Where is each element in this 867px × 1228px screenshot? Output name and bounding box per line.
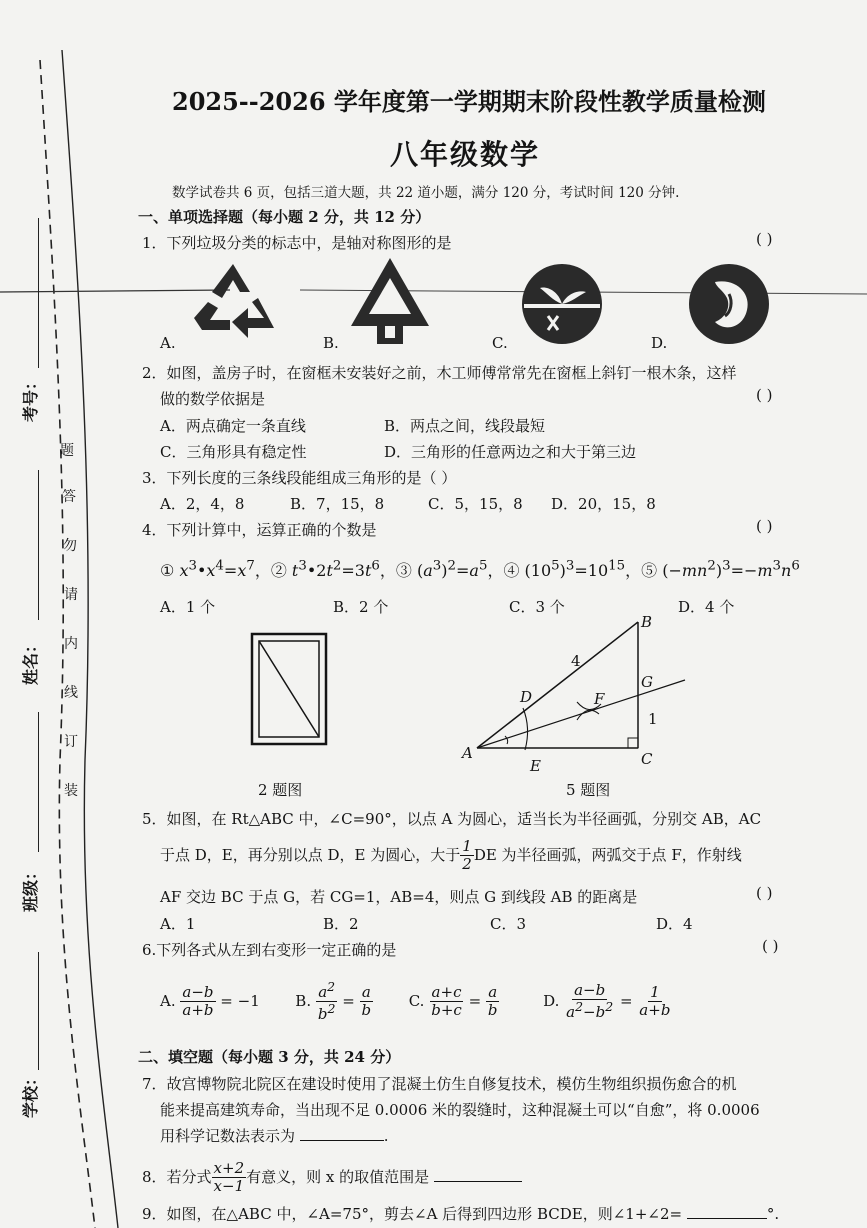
figure-2-window-frame	[250, 632, 328, 746]
circle-fruit-logo-icon	[685, 260, 773, 348]
q3-option-b[interactable]: B．7，15，8	[290, 495, 385, 513]
recycle-logo-icon	[188, 258, 278, 348]
q5-line2-pre: 于点 D，E，再分别以点 D，E 为圆心，大于	[160, 845, 461, 864]
seal-char: 勿	[63, 538, 77, 554]
q3-stem: 3．下列长度的三条线段能组成三角形的是（ ）	[142, 469, 457, 487]
label-xingming: 姓名：	[21, 636, 40, 685]
q1-option-d[interactable]: D.	[651, 334, 668, 352]
q2-stem-line2: 做的数学依据是	[160, 390, 266, 408]
seal-char: 答	[62, 489, 76, 505]
fig5-label-b: B	[641, 613, 653, 631]
q3-option-d[interactable]: D．20，15，8	[551, 495, 656, 513]
half-fraction: $\frac{1}{2}$	[462, 837, 472, 874]
binding-margin-lines	[0, 0, 140, 1228]
fig5-label-g: G	[641, 673, 653, 691]
q2-option-a[interactable]: A．两点确定一条直线	[160, 417, 306, 435]
q2-option-d[interactable]: D．三角形的任意两边之和大于第三边	[384, 443, 637, 461]
q1-option-c[interactable]: C.	[492, 334, 508, 352]
circle-plant-logo-icon	[518, 260, 606, 348]
sidebar-underline	[38, 952, 39, 1070]
q1-answer-paren[interactable]: ( )	[756, 230, 773, 248]
q8-line: 8．若分式 $\frac{x+2}{x-1}$ 有意义，则 x 的取值范围是	[142, 1160, 522, 1196]
section-title-choice: 一、单项选择题（每小题 2 分，共 12 分）	[138, 208, 431, 226]
q3-option-c[interactable]: C．5，15，8	[428, 495, 523, 513]
q2-answer-paren[interactable]: ( )	[756, 386, 773, 404]
sidebar-underline	[38, 218, 39, 368]
q5-line1: 5．如图，在 Rt△ABC 中，∠C=90°，以点 A 为圆心，适当长为半径画弧，分别交 AB，AC	[142, 810, 762, 828]
q1-option-b[interactable]: B.	[323, 334, 339, 352]
fig5-label-f: F	[594, 690, 605, 708]
q5-answer-paren[interactable]: ( )	[756, 884, 773, 902]
q7-line1: 7．故宫博物院北院区在建设时使用了混凝土仿生自修复技术，模仿生物组织损伤愈合的机	[142, 1075, 737, 1093]
exam-title: 2025--2026 学年度第一学期期末阶段性教学质量检测	[172, 87, 766, 116]
fig5-length-cg: 1	[648, 710, 658, 728]
seal-char: 线	[64, 685, 78, 701]
exam-info: 数学试卷共 6 页，包括三道大题，共 22 道小题，满分 120 分，考试时间 120 分钟.	[172, 185, 680, 201]
q4-option-d[interactable]: D．4 个	[678, 598, 735, 616]
q2-option-c[interactable]: C．三角形具有稳定性	[160, 443, 307, 461]
q8-fraction: $\frac{x+2}{x-1}$	[213, 1159, 245, 1196]
q5-line2	[160, 838, 742, 874]
seal-char: 内	[64, 636, 78, 652]
fig5-label-d: D	[520, 688, 533, 706]
figure-5-triangle	[455, 610, 695, 780]
q4-option-a[interactable]: A．1 个	[160, 598, 216, 616]
q4-option-c[interactable]: C．3 个	[509, 598, 565, 616]
q6-option-b[interactable]: B.	[295, 991, 312, 1010]
q5-option-a[interactable]: A．1	[160, 915, 196, 933]
q2-stem-line1: 2．如图，盖房子时，在窗框未安装好之前，木工师傅常常先在窗框上斜钉一根木条，这样	[142, 364, 737, 382]
q6-option-a[interactable]: A.	[160, 991, 176, 1010]
q4-stem: 4．下列计算中，运算正确的个数是	[142, 521, 377, 539]
figure-5-caption: 5 题图	[566, 781, 611, 799]
exam-subject: 八年级数学	[390, 138, 541, 171]
seal-char: 请	[64, 587, 78, 603]
q1-option-a[interactable]: A.	[160, 334, 176, 352]
fig5-label-a: A	[462, 744, 473, 762]
seal-char: 题	[60, 443, 74, 459]
seal-char: 订	[64, 734, 78, 750]
q5-line2-post: DE 为半径画弧，两弧交于点 F，作射线	[473, 845, 742, 864]
q9-answer-blank[interactable]	[687, 1218, 767, 1219]
q2-option-b[interactable]: B．两点之间，线段最短	[384, 417, 546, 435]
label-xuexiao: 学校：	[21, 1069, 40, 1118]
q8-answer-blank[interactable]	[434, 1181, 522, 1182]
q5-line3: AF 交边 BC 于点 G，若 CG=1，AB=4，则点 G 到线段 AB 的距离是	[160, 888, 638, 906]
q7-answer-blank[interactable]	[300, 1140, 384, 1141]
q6-stem: 6.下列各式从左到右变形一定正确的是	[142, 941, 397, 959]
q3-option-a[interactable]: A．2，4，8	[160, 495, 245, 513]
sidebar-underline	[38, 712, 39, 852]
q4-expressions: ① $x^3•x^4=x^7$，② $t^3•2t^2=3t^6$，③ $(a^3)^2=a^5$，④ $(10^5)^3=10^{15}$，⑤ $(-mn^2)^3=-m^3n^6$	[160, 558, 800, 580]
q4-answer-paren[interactable]: ( )	[756, 517, 773, 535]
q6-option-d[interactable]: D.	[543, 991, 560, 1010]
q7-line2: 能来提高建筑寿命，当出现不足 0.0006 米的裂缝时，这种混凝土可以“自愈”，将 0.0006	[160, 1101, 760, 1119]
label-kaohao: 考号：	[21, 373, 40, 422]
q6-options: A. $\frac{a-b}{a+b}$ = −1 B. $\frac{a^2}{b^2}$ = $\frac{a}{b}$ C. $\frac{a+c}{b+c}$ = $\frac{a}{b}$ D. $\frac{a-b}{a^2-b^2}$ = $\frac{1}{a+b}$	[160, 979, 671, 1024]
label-banji: 班级：	[21, 863, 40, 912]
sidebar-underline	[38, 470, 39, 620]
fig5-label-c: C	[641, 750, 653, 768]
q5-option-b[interactable]: B．2	[323, 915, 359, 933]
triangle-logo-icon	[345, 254, 435, 348]
q1-stem: 1．下列垃圾分类的标志中，是轴对称图形的是	[142, 234, 452, 252]
q5-option-d[interactable]: D．4	[656, 915, 693, 933]
q9-line: 9．如图，在△ABC 中，∠A=75°，剪去∠A 后得到四边形 BCDE，则∠1+∠2= °.	[142, 1205, 780, 1223]
q6-answer-paren[interactable]: ( )	[762, 937, 779, 955]
q4-option-b[interactable]: B．2 个	[333, 598, 389, 616]
q5-option-c[interactable]: C．3	[490, 915, 527, 933]
seal-char: 装	[64, 783, 78, 799]
fig5-length-ab: 4	[571, 652, 581, 670]
section-title-fill: 二、填空题（每小题 3 分，共 24 分）	[138, 1048, 401, 1066]
figure-2-caption: 2 题图	[258, 781, 303, 799]
q6-option-c[interactable]: C.	[408, 991, 425, 1010]
fig5-label-e: E	[530, 757, 541, 775]
q7-line3: 用科学记数法表示为 .	[160, 1127, 389, 1145]
